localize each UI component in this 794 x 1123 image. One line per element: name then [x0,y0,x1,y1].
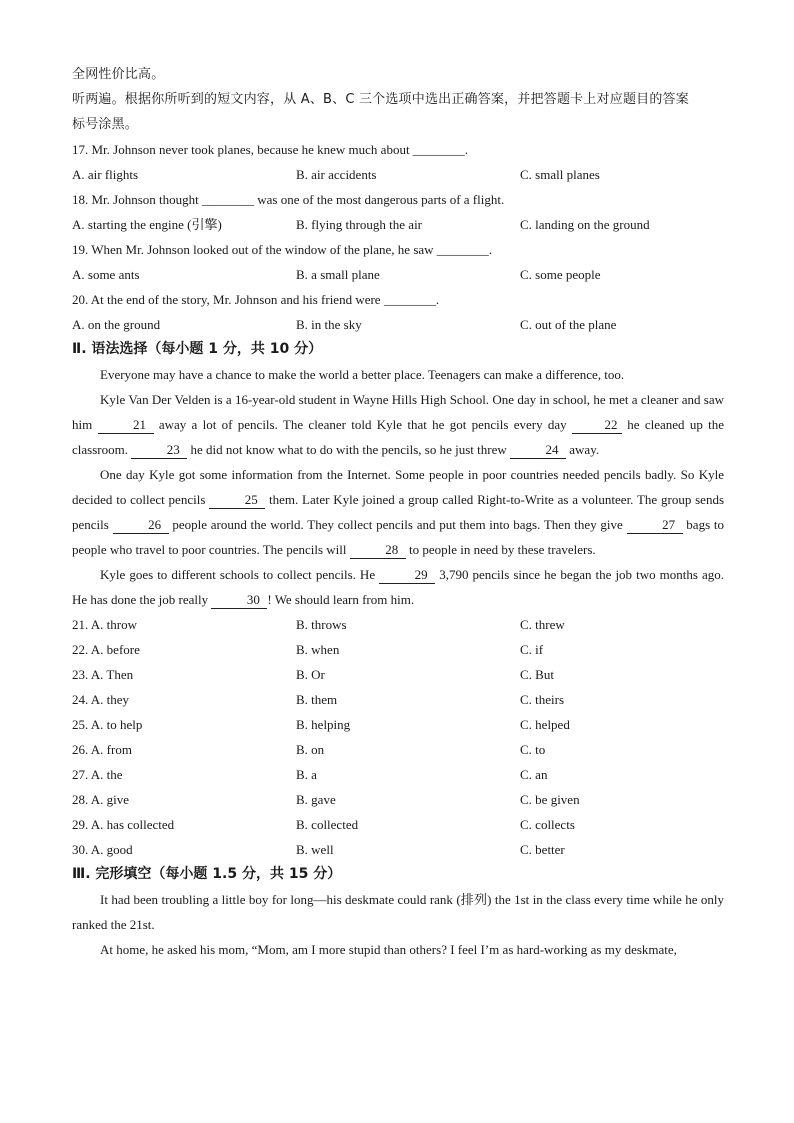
blank-24: 24 [510,442,566,459]
option-c: C. small planes [520,167,600,182]
option-c: C. if [520,642,544,657]
option-row-29 [72,812,724,837]
option-b: B. well [296,842,334,857]
document-page [72,62,724,962]
instructions-line-2: 标号涂黑。 [72,117,139,132]
option-c: C. collects [520,817,575,832]
passage-text: away. [566,442,600,457]
passage-text: to people in need by these travelers. [405,542,596,557]
option-b: B. them [296,692,338,707]
passage-text: bags to people who travel to poor countries. The pencils will [72,517,724,557]
passage-text: away a lot of pencils. The cleaner told Kyle that he got pencils every day [153,417,572,432]
passage-text: One day Kyle got some information from the Internet. Some people in poor countries needed pencils badly. So Kyle decided to collect pencils [72,467,724,507]
option-c: C. be given [520,792,580,807]
question-text: 20. At the end of the story, Mr. Johnson and his friend were ________. [72,292,440,307]
option-row-24 [72,687,724,712]
header-line-1: 全网性价比高。 [72,67,165,82]
option-c: C. helped [520,717,570,732]
option-b: B. helping [296,717,351,732]
option-c: C. threw [520,617,565,632]
blank-23: 23 [131,442,187,459]
passage-text: them. Later Kyle joined a group called Right-to-Write as a volunteer. The group sends pencils [72,492,724,532]
option-b: B. throws [296,617,347,632]
blank-29: 29 [379,567,435,584]
option-row-30 [72,837,724,862]
option-b: B. when [296,642,340,657]
option-a: 25. A. to help [72,717,143,732]
option-a: A. starting the engine (引擎) [72,217,222,232]
blank-25: 25 [209,492,265,509]
option-b: B. a small plane [296,267,380,282]
option-row-21 [72,612,724,637]
option-row-25 [72,712,724,737]
option-a: A. air flights [72,167,139,182]
listening-question-18 [72,187,724,237]
option-c: C. theirs [520,692,565,707]
option-row-23 [72,662,724,687]
grammar-options [72,612,724,862]
option-c: C. to [520,742,546,757]
option-c: C. out of the plane [520,317,617,332]
option-b: B. a [296,767,317,782]
section-2-paragraph-3 [72,462,724,562]
section-2-paragraph-1: Everyone may have a chance to make the world a better place. Teenagers can make a difference, too. [100,367,625,382]
option-a: 21. A. throw [72,617,137,632]
blank-30: 30 [211,592,267,609]
passage-text: he did not know what to do with the pencils, so he just threw [187,442,511,457]
option-a: 22. A. before [72,642,140,657]
option-a: A. some ants [72,267,140,282]
option-b: B. gave [296,792,336,807]
option-row-22 [72,637,724,662]
option-a: 24. A. they [72,692,130,707]
passage-text: he cleaned up the classroom. [72,417,725,457]
option-c: C. landing on the ground [520,217,650,232]
option-row-27 [72,762,724,787]
passage-text: ! We should learn from him. [267,592,415,607]
blank-22: 22 [572,417,622,434]
option-row-28 [72,787,724,812]
section-2-paragraph-2 [72,387,724,462]
blank-27: 27 [627,517,683,534]
option-row [72,262,724,287]
option-row [72,162,724,187]
passage-text: people around the world. They collect pencils and put them into bags. Then they give [168,517,627,532]
instructions-line-1: 听两遍。根据你所听到的短文内容，从 A、B、C 三个选项中选出正确答案，并把答题卡上对应题目的答案 [72,92,689,107]
option-b: B. in the sky [296,317,362,332]
option-a: 29. A. has collected [72,817,175,832]
option-a: 26. A. from [72,742,132,757]
option-b: B. on [296,742,325,757]
option-c: C. But [520,667,554,682]
option-row [72,212,724,237]
option-a: 28. A. give [72,792,130,807]
option-c: C. some people [520,267,601,282]
passage-text: Kyle goes to different schools to collect pencils. He [100,567,380,582]
section-3-paragraph-1: It had been troubling a little boy for long—his deskmate could rank (排列) the 1st in the class every time while he only ranked the 21st. [72,892,724,932]
blank-28: 28 [350,542,406,559]
question-text: 18. Mr. Johnson thought ________ was one of the most dangerous parts of a flight. [72,192,505,207]
listening-question-17 [72,137,724,187]
option-c: C. an [520,767,548,782]
listening-question-20 [72,287,724,337]
question-text: 17. Mr. Johnson never took planes, because he knew much about ________. [72,142,469,157]
option-row-26 [72,737,724,762]
question-text: 19. When Mr. Johnson looked out of the window of the plane, he saw ________. [72,242,493,257]
blank-26: 26 [113,517,169,534]
passage-text: 3,790 pencils since he began the job two months ago. He has done the job really [72,567,724,607]
section-3-paragraph-2: At home, he asked his mom, “Mom, am I more stupid than others? I feel I’m as hard-working as my deskmate, [100,942,677,957]
option-a: 27. A. the [72,767,123,782]
option-row [72,312,724,337]
section-2-title: Ⅱ. 语法选择（每小题 1 分，共 10 分） [72,341,323,357]
section-3-title: Ⅲ. 完形填空（每小题 1.5 分，共 15 分） [72,866,342,882]
option-a: 23. A. Then [72,667,134,682]
option-b: B. flying through the air [296,217,423,232]
option-a: 30. A. good [72,842,133,857]
listening-question-19 [72,237,724,287]
option-b: B. Or [296,667,325,682]
passage-text: Kyle Van Der Velden is a 16-year-old student in Wayne Hills High School. One day in school, he met a cleaner and saw him [72,392,724,432]
blank-21: 21 [98,417,154,434]
option-c: C. better [520,842,565,857]
section-2-paragraph-4 [72,562,724,612]
option-b: B. air accidents [296,167,377,182]
option-b: B. collected [296,817,359,832]
option-a: A. on the ground [72,317,161,332]
